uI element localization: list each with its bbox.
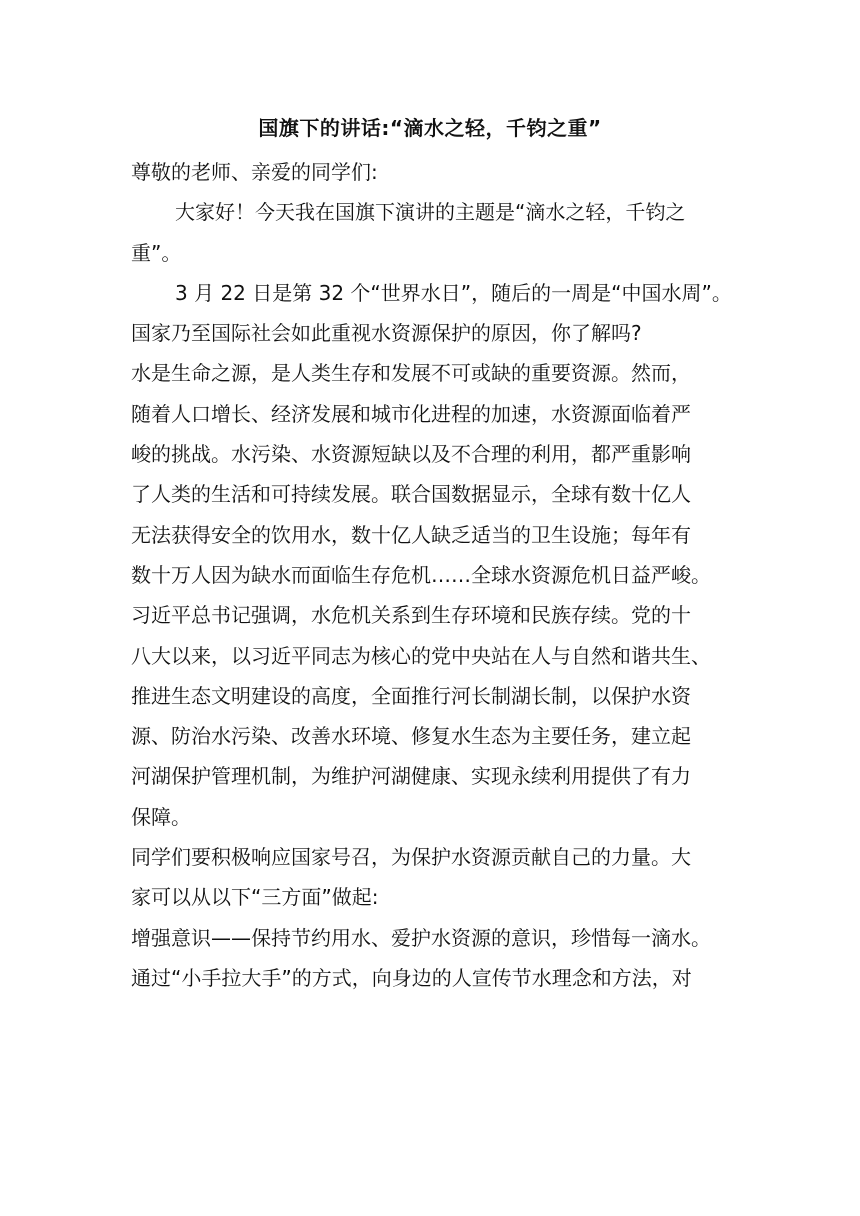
text-line: 保障。 bbox=[131, 804, 191, 829]
text-line: 重”。 bbox=[131, 240, 182, 265]
text-line: 了人类的生活和可持续发展。联合国数据显示，全球有数十亿人 bbox=[131, 482, 691, 507]
text-line: 同学们要积极响应国家号召，为保护水资源贡献自己的力量。大 bbox=[131, 845, 691, 870]
text-line: 峻的挑战。水污染、水资源短缺以及不合理的利用，都严重影响 bbox=[131, 442, 691, 467]
text-line: 源、防治水污染、改善水环境、修复水生态为主要任务，建立起 bbox=[131, 724, 691, 749]
text-line: 家可以从以下“三方面”做起: bbox=[131, 885, 379, 910]
text-line: 习近平总书记强调，水危机关系到生存环境和民族存续。党的十 bbox=[131, 603, 691, 628]
text-line: 水是生命之源，是人类生存和发展不可或缺的重要资源。然而， bbox=[131, 361, 691, 386]
text-line: 推进生态文明建设的高度，全面推行河长制湖长制，以保护水资 bbox=[131, 683, 691, 708]
text-line: 通过“小手拉大手”的方式，向身边的人宣传节水理念和方法，对 bbox=[131, 965, 692, 990]
text-line: 数十万人因为缺水而面临生存危机……全球水资源危机日益严峻。 bbox=[131, 562, 711, 587]
text-line: 随着人口增长、经济发展和城市化进程的加速，水资源面临着严 bbox=[131, 401, 691, 426]
text-line: 增强意识——保持节约用水、爱护水资源的意识，珍惜每一滴水。 bbox=[131, 925, 711, 950]
text-line: 尊敬的老师、亲爱的同学们: bbox=[131, 160, 378, 184]
text-line: 河湖保护管理机制，为维护河湖健康、实现永续利用提供了有力 bbox=[131, 764, 691, 789]
text-line: 3 月 22 日是第 32 个“世界水日”，随后的一周是“中国水周”。 bbox=[175, 280, 732, 305]
document-body bbox=[131, 152, 741, 998]
text-line: 国家乃至国际社会如此重视水资源保护的原因，你了解吗? bbox=[131, 321, 642, 346]
document-title: 国旗下的讲话:“滴水之轻，千钧之重” bbox=[258, 116, 602, 140]
text-line: 八大以来，以习近平同志为核心的党中央站在人与自然和谐共生、 bbox=[131, 643, 711, 668]
text-line: 无法获得安全的饮用水，数十亿人缺乏适当的卫生设施；每年有 bbox=[131, 522, 691, 547]
text-line: 大家好！今天我在国旗下演讲的主题是“滴水之轻，千钧之 bbox=[175, 200, 686, 225]
